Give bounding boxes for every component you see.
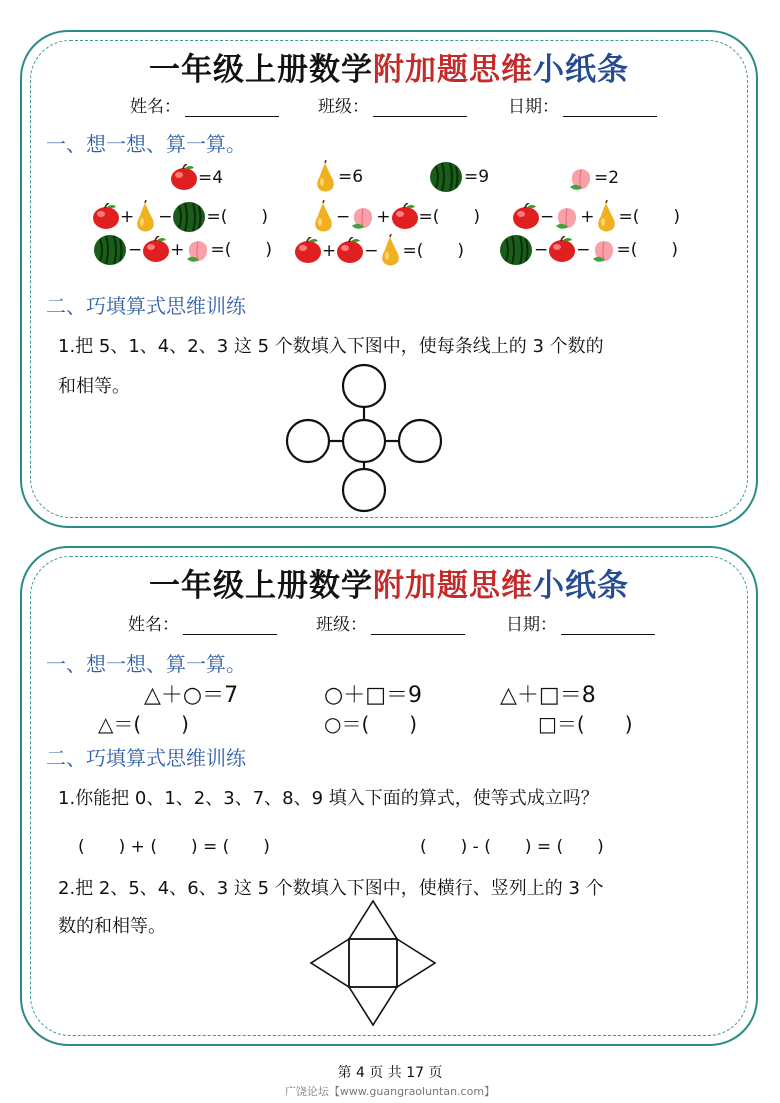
fruit-eq-2: − + =( ) — [312, 200, 480, 234]
triangle-top[interactable] — [349, 901, 397, 939]
shape-answer-3[interactable]: □＝( ) — [538, 712, 633, 736]
shape-answer-1[interactable]: △＝( ) — [98, 712, 189, 736]
pear-value-text: =6 — [338, 167, 364, 187]
class-field[interactable] — [318, 92, 467, 117]
apple-value — [170, 164, 223, 192]
class-line[interactable] — [373, 100, 467, 117]
circle-blank-right[interactable] — [399, 420, 441, 462]
card-1-q1-line1: 1.把 5、1、4、2、3 这 5 个数填入下图中，使每条线上的 3 个数的 — [58, 336, 604, 357]
pear-icon — [314, 160, 338, 194]
name-line[interactable] — [183, 618, 277, 635]
date-field[interactable] — [506, 610, 655, 635]
class-label: 班级： — [316, 615, 367, 635]
circle-blank-bottom[interactable] — [343, 469, 385, 511]
apple-value-text: =4 — [198, 168, 224, 188]
melon-icon — [173, 201, 207, 233]
card-2-q1: 1.你能把 0、1、2、3、7、8、9 填入下面的算式，使等式成立吗？ — [58, 788, 599, 809]
apple-icon — [336, 237, 364, 265]
date-line[interactable] — [561, 618, 655, 635]
fruit-eq-3: − + =( ) — [512, 200, 680, 234]
apple-icon — [512, 203, 540, 231]
pear-icon — [379, 234, 403, 268]
peach-value — [568, 164, 619, 192]
peach-icon — [185, 236, 211, 264]
peach-value-text: =2 — [594, 168, 620, 188]
circle-blank-left[interactable] — [287, 420, 329, 462]
circle-blank-center[interactable] — [343, 420, 385, 462]
card-2-title — [22, 560, 756, 605]
name-field[interactable] — [128, 610, 277, 635]
title-red: 附加题思维 — [373, 52, 533, 88]
fruit-eq-5: + − =( ) — [294, 234, 464, 268]
title-blue: 小纸条 — [533, 52, 629, 88]
name-label: 姓名： — [128, 615, 179, 635]
shape-eq-1: △＋○＝7 — [144, 683, 239, 708]
date-line[interactable] — [563, 100, 657, 117]
triangle-bottom[interactable] — [349, 987, 397, 1025]
class-field[interactable] — [316, 610, 465, 635]
blank-equation-1[interactable]: ( ) + ( ) = ( ) — [78, 837, 270, 857]
answer-blank[interactable]: =( ) — [618, 207, 681, 227]
name-field[interactable] — [130, 92, 279, 117]
fruit-eq-1: + − =( ) — [92, 200, 268, 234]
pear-icon — [595, 200, 619, 234]
shape-eq-3: △＋□＝8 — [500, 683, 596, 708]
card-1-q1-line2: 和相等。 — [58, 376, 130, 397]
apple-icon — [294, 237, 322, 265]
card-2-section-1: 一、想一想、算一算。 — [46, 652, 246, 676]
peach-icon — [591, 236, 617, 264]
pear-icon — [134, 200, 158, 234]
answer-blank[interactable]: =( ) — [210, 240, 273, 260]
title-black: 一年级上册数学 — [149, 52, 373, 88]
date-label: 日期： — [508, 97, 559, 117]
apple-icon — [142, 236, 170, 264]
peach-icon — [350, 203, 376, 231]
answer-blank[interactable]: =( ) — [402, 241, 465, 261]
peach-icon — [568, 164, 594, 192]
card-2-q2-line2: 数的和相等。 — [58, 916, 166, 937]
melon-icon — [500, 234, 534, 266]
title-red: 附加题思维 — [373, 568, 533, 604]
answer-blank[interactable]: =( ) — [616, 240, 679, 260]
card-2-q2-line1: 2.把 2、5、4、6、3 这 5 个数填入下图中，使横行、竖列上的 3 个 — [58, 878, 604, 899]
center-square[interactable] — [349, 939, 397, 987]
triangle-left[interactable] — [311, 939, 349, 987]
title-blue: 小纸条 — [533, 568, 629, 604]
apple-icon — [170, 164, 198, 192]
apple-icon — [548, 236, 576, 264]
star-square-diagram — [308, 898, 438, 1028]
apple-icon — [391, 203, 419, 231]
page-footer: 第 4 页 共 17 页 — [337, 1065, 443, 1081]
answer-blank[interactable]: =( ) — [418, 207, 481, 227]
melon-value-text: =9 — [464, 167, 490, 187]
blank-equation-2[interactable]: ( ) - ( ) = ( ) — [420, 837, 604, 857]
card-2 — [20, 546, 758, 1046]
fruit-eq-4: − + =( ) — [94, 234, 272, 266]
melon-value — [430, 161, 489, 193]
pear-value — [314, 160, 363, 194]
card-1-section-1: 一、想一想、算一算。 — [46, 132, 246, 156]
class-label: 班级： — [318, 97, 369, 117]
name-label: 姓名： — [130, 97, 181, 117]
card-1 — [20, 30, 758, 528]
name-line[interactable] — [185, 100, 279, 117]
card-1-title — [22, 44, 756, 89]
shape-eq-2: ○＋□＝9 — [324, 683, 422, 708]
cross-circles-diagram — [284, 360, 444, 514]
date-label: 日期： — [506, 615, 557, 635]
shape-answer-2[interactable]: ○＝( ) — [324, 712, 418, 736]
card-2-section-2: 二、巧填算式思维训练 — [46, 746, 246, 770]
melon-icon — [94, 234, 128, 266]
watermark: 广饶论坛【www.guangraoluntan.com】 — [284, 1085, 496, 1098]
circle-blank-top[interactable] — [343, 365, 385, 407]
peach-icon — [554, 203, 580, 231]
pear-icon — [312, 200, 336, 234]
fruit-eq-6: − − =( ) — [500, 234, 678, 266]
title-black: 一年级上册数学 — [149, 568, 373, 604]
answer-blank[interactable]: =( ) — [206, 207, 269, 227]
triangle-right[interactable] — [397, 939, 435, 987]
class-line[interactable] — [371, 618, 465, 635]
card-1-section-2: 二、巧填算式思维训练 — [46, 294, 246, 318]
apple-icon — [92, 203, 120, 231]
melon-icon — [430, 161, 464, 193]
date-field[interactable] — [508, 92, 657, 117]
